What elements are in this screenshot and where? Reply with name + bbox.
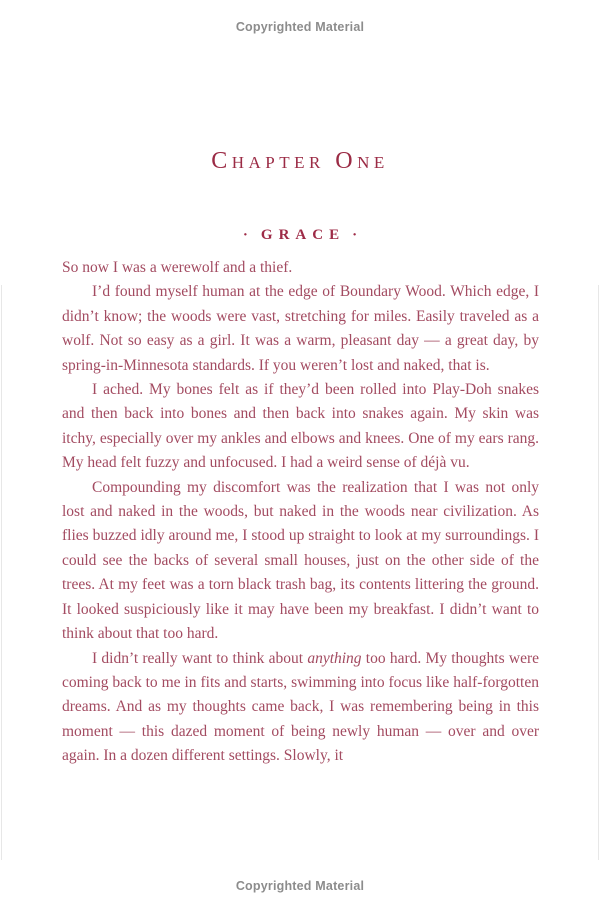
paragraph-3: I ached. My bones felt as if they’d been rolled into Play-Doh snakes and then back into bones and then back into snakes again. My skin was itchy, especially over my ankles and elbows and knees. One of my ears rang. My head felt fuzzy and unfocused. I had a weird sense of déjà vu. xyxy=(62,381,539,472)
paragraph-5-text-start: I didn’t really want to think about xyxy=(92,649,308,667)
separator-dot-right: · xyxy=(352,227,358,243)
separator-dot-left: · xyxy=(242,227,248,243)
page-edge-left xyxy=(1,285,2,860)
copyright-notice-top: Copyrighted Material xyxy=(235,20,365,34)
chapter-title: Chapter One xyxy=(211,148,389,174)
copyright-notice-bottom: Copyrighted Material xyxy=(235,879,365,893)
paragraph-2: I’d found myself human at the edge of Boundary Wood. Which edge, I didn’t know; the woods were vast, stretching for miles. Easily traveled as a wolf. Not so easy as a girl. It was a warm, pleasant day — a great day, by spring-in-Minnesota standards. If you weren’t lost and naked, that is. xyxy=(62,283,539,374)
paragraph-4: Compounding my discomfort was the realization that I was not only lost and naked in the woods, but naked in the woods near civilization. As flies buzzed idly around me, I stood up straight to look at my surroundings. I could see the backs of several small houses, just on the other side of the trees. At my feet was a torn black trash bag, its contents littering the ground. It looked suspiciously like it may have been my breakfast. I didn’t want to think about that too hard. xyxy=(62,478,539,643)
paragraph-1: So now I was a werewolf and a thief. xyxy=(62,259,293,276)
emphasized-word: anything xyxy=(307,649,362,667)
paragraph-5-text-end: too hard. My thoughts were coming back to me in fits and starts, swimming into focus like half-forgotten dreams. And as my thoughts came back, I was remembering being in this moment — this dazed moment of being newly human — over and over again. In a dozen different settings. Slowly, it xyxy=(62,649,539,765)
section-heading xyxy=(0,227,600,244)
paragraph-5 xyxy=(62,647,539,769)
chapter-body xyxy=(62,256,539,769)
page-edge-right xyxy=(598,285,599,860)
section-name: GRACE xyxy=(260,227,346,243)
